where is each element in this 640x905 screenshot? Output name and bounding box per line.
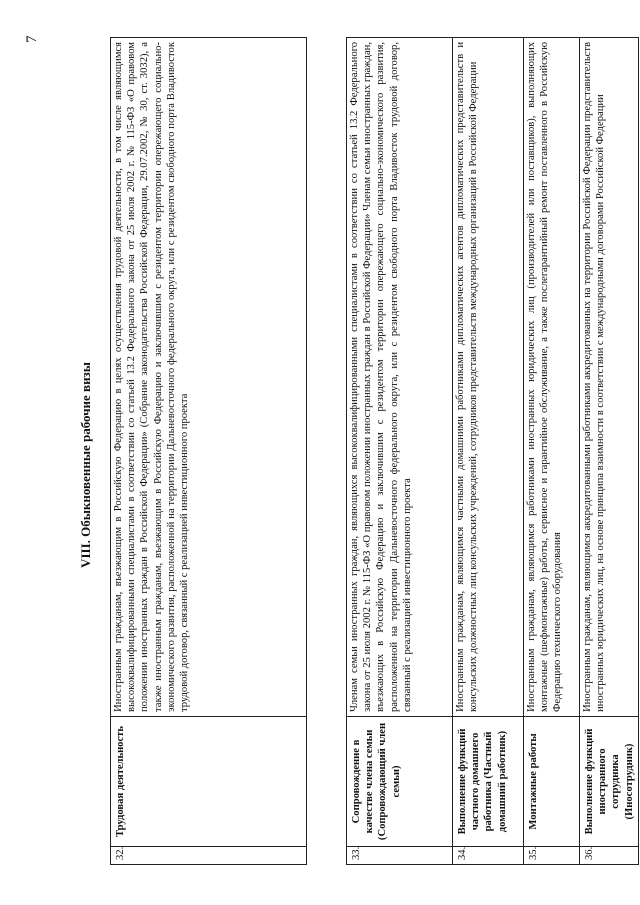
row-number-cell	[347, 847, 453, 865]
category-name: Трудовая деятельность	[115, 726, 126, 837]
row-number: 33.	[351, 846, 362, 860]
section-title: VIII. Обыкновенные рабочие визы	[78, 362, 93, 568]
row-number: 34.	[457, 846, 468, 860]
table-row	[453, 38, 524, 865]
table-row	[347, 38, 453, 865]
category-name-cell	[453, 717, 524, 847]
category-description: Иностранным гражданам, въезжающим в Российскую Федерацию в целях осуществления трудовой деятельности, в том числе являющимся высококвалифицированными специалистами в соответствии со статьей 13.2 Федерального закона от 25 июля 2002 г. № 115-ФЗ «О правовом положении иностранных граждан в Российской Федерации» (Собрание законодательства Российской Федерации, 29.07.2002, № 30, ст. 3032), а также иностранным гражданам, въезжающим в Российскую Федерацию и заключившим с резидентом территории опережающего социально-экономического развития, расположенной на территории Дальневосточного федерального округа, или с резидентом свободного порта Владивосток трудовой договор, связанный с реализацией инвестиционного проекта	[111, 38, 307, 717]
category-name: Выполнение функций частного домашнего работника (Частный домашний работник)	[457, 728, 508, 835]
row-number: 32.	[115, 846, 126, 860]
row-number: 36.	[584, 846, 595, 860]
visa-table-part-2	[346, 37, 639, 865]
row-number-cell	[453, 847, 524, 865]
category-description: Иностранным гражданам, являющимся аккредитованными работниками аккредитованных на территории Российской Федерации представительств иностранных юридических лиц, на основе принципа взаимности в соответствии с международными договорами Российской Федерации	[580, 38, 639, 717]
category-description: Членам семьи иностранных граждан, являющихся высококвалифицированными специалистами в соответствии со статьей 13.2 Федерального закона от 25 июля 2002 г. № 115-ФЗ «О правовом положении иностранных граждан в Российской Федерации» Членам семьи иностранных граждан, въезжающих в Российскую Федерацию и заключившим с резидентом территории опережающего социально-экономического развития, расположенной на территории Дальневосточного федерального округа, или с резидентом свободного порта Владивосток трудовой договор, связанный с реализацией инвестиционного проекта	[347, 38, 453, 717]
row-number-cell	[524, 847, 580, 865]
category-name-cell	[524, 717, 580, 847]
category-name: Выполнение функций иностранного сотрудника (Иносотрудник)	[584, 728, 635, 835]
page-number: 7	[24, 35, 40, 43]
row-number: 35.	[528, 846, 539, 860]
category-name: Сопровождение в качестве члена семьи (Сопровождающий член семьи)	[351, 722, 402, 841]
visa-table-part-1	[110, 37, 307, 865]
table-row	[524, 38, 580, 865]
category-description: Иностранным гражданам, являющимся частными домашними работниками дипломатических агентов дипломатических представительств и консульских должностных лиц консульских учреждений, сотрудников представительств международных организаций в Российской Федерации	[453, 38, 524, 717]
category-name-cell	[111, 717, 307, 847]
category-name: Монтажные работы	[528, 733, 539, 830]
category-name-cell	[580, 717, 639, 847]
category-description: Иностранным гражданам, являющимся работниками иностранных юридических лиц (производителей или поставщиков), выполняющих монтажные (шефмонтажные) работы, сервисное и гарантийное обслуживание, а также послегарантийный ремонт поставленного в Российскую Федерацию технического оборудования	[524, 38, 580, 717]
table-row	[580, 38, 639, 865]
table-row	[111, 38, 307, 865]
row-number-cell	[580, 847, 639, 865]
row-number-cell	[111, 847, 307, 865]
category-name-cell	[347, 717, 453, 847]
